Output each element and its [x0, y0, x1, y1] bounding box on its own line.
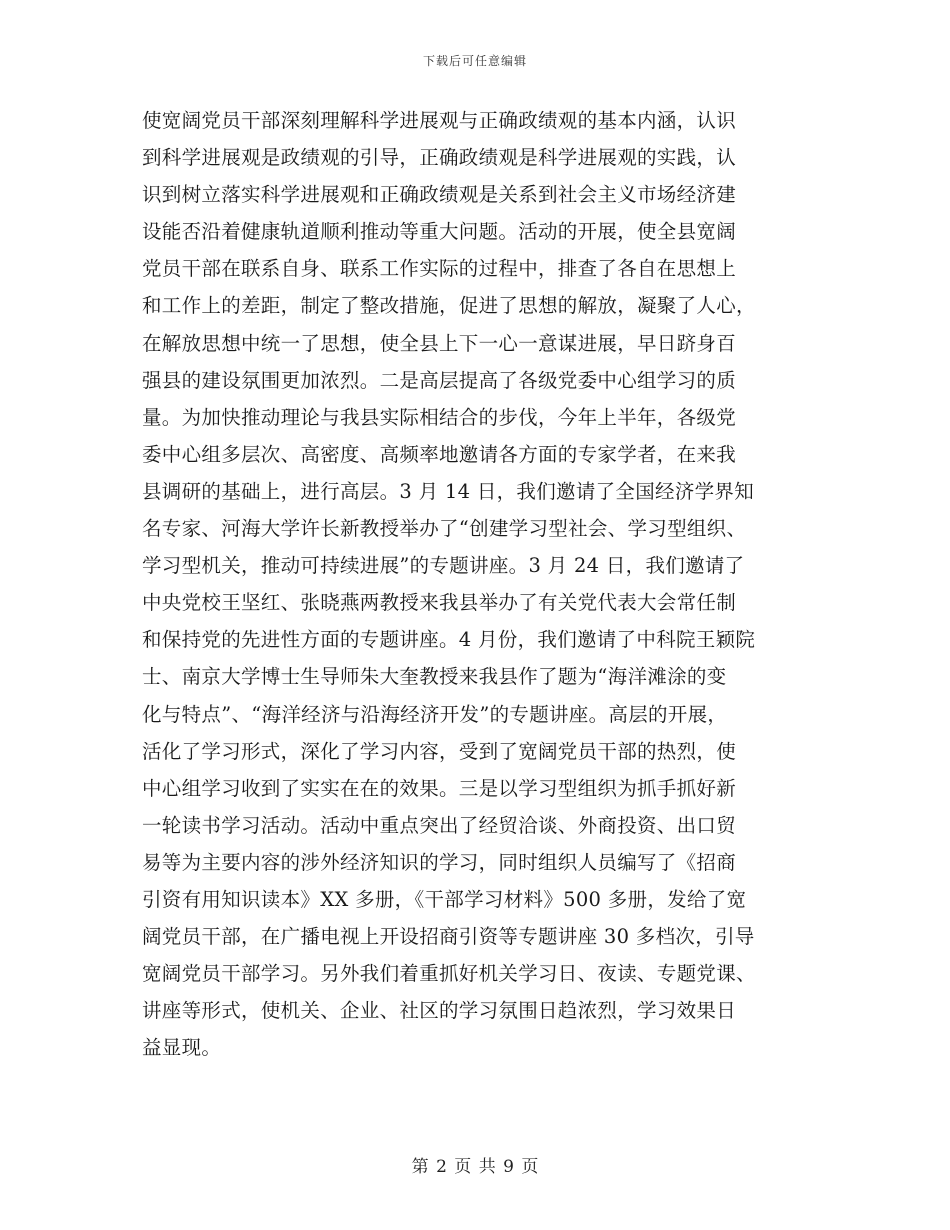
body-line: 士、南京大学博士生导师朱大奎教授来我县作了题为“海洋滩涂的变	[142, 665, 727, 689]
body-line: 中心组学习收到了实实在在的效果。三是以学习型组织为抓手抓好新	[142, 776, 737, 800]
body-line: 和工作上的差距，制定了整改措施，促进了思想的解放，凝聚了人心，	[142, 294, 756, 318]
body-line: 在解放思想中统一了思想，使全县上下一心一意谋进展，早日跻身百	[142, 331, 737, 355]
body-line: 党员干部在联系自身、联系工作实际的过程中，排查了各自在思想上	[142, 257, 737, 281]
body-line: 名专家、河海大学许长新教授举办了“创建学习型社会、学习型组织、	[142, 517, 747, 541]
body-line: 易等为主要内容的涉外经济知识的学习，同时组织人员编写了《招商	[142, 850, 737, 874]
body-line: 委中心组多层次、高密度、高频率地邀请各方面的专家学者，在来我	[142, 442, 737, 466]
body-line: 中央党校王坚红、张晓燕两教授来我县举办了有关党代表大会常任制	[142, 591, 737, 615]
body-line: 化与特点”、“海洋经济与沿海经济开发”的专题讲座。高层的开展，	[142, 702, 728, 726]
page-number-footer: 第 2 页 共 9 页	[411, 1157, 539, 1177]
body-text	[142, 102, 810, 1066]
body-line: 讲座等形式，使机关、企业、社区的学习氛围日趋浓烈，学习效果日	[142, 999, 737, 1023]
body-line: 使宽阔党员干部深刻理解科学进展观与正确政绩观的基本内涵，认识	[142, 109, 737, 132]
body-line: 和保持党的先进性方面的专题讲座。4 月份，我们邀请了中科院王颖院	[142, 628, 756, 652]
page-header: 下载后可任意编辑	[422, 54, 527, 68]
body-line: 县调研的基础上，进行高层。3 月 14 日，我们邀请了全国经济学界知	[142, 479, 755, 503]
body-line: 强县的建设氛围更加浓烈。二是高层提高了各级党委中心组学习的质	[142, 368, 737, 392]
body-line: 益显现。	[142, 1036, 222, 1060]
body-line: 识到树立落实科学进展观和正确政绩观是关系到社会主义市场经济建	[142, 183, 737, 207]
body-line: 设能否沿着健康轨道顺利推动等重大问题。活动的开展，使全县宽阔	[142, 220, 737, 244]
body-line: 一轮读书学习活动。活动中重点突出了经贸洽谈、外商投资、出口贸	[142, 813, 737, 837]
body-line: 宽阔党员干部学习。另外我们着重抓好机关学习日、夜读、专题党课、	[142, 962, 756, 986]
body-line: 学习型机关，推动可持续进展”的专题讲座。3 月 24 日，我们邀请了	[142, 554, 745, 578]
body-line: 量。为加快推动理论与我县实际相结合的步伐，今年上半年，各级党	[142, 405, 737, 429]
body-line: 活化了学习形式，深化了学习内容，受到了宽阔党员干部的热烈，使	[142, 739, 737, 763]
body-line: 到科学进展观是政绩观的引导，正确政绩观是科学进展观的实践，认	[142, 146, 737, 170]
body-line: 引资有用知识读本》XX 多册，《干部学习材料》500 多册，发给了宽	[142, 887, 747, 911]
body-line: 阔党员干部，在广播电视上开设招商引资等专题讲座 30 多档次，引导	[142, 925, 755, 949]
